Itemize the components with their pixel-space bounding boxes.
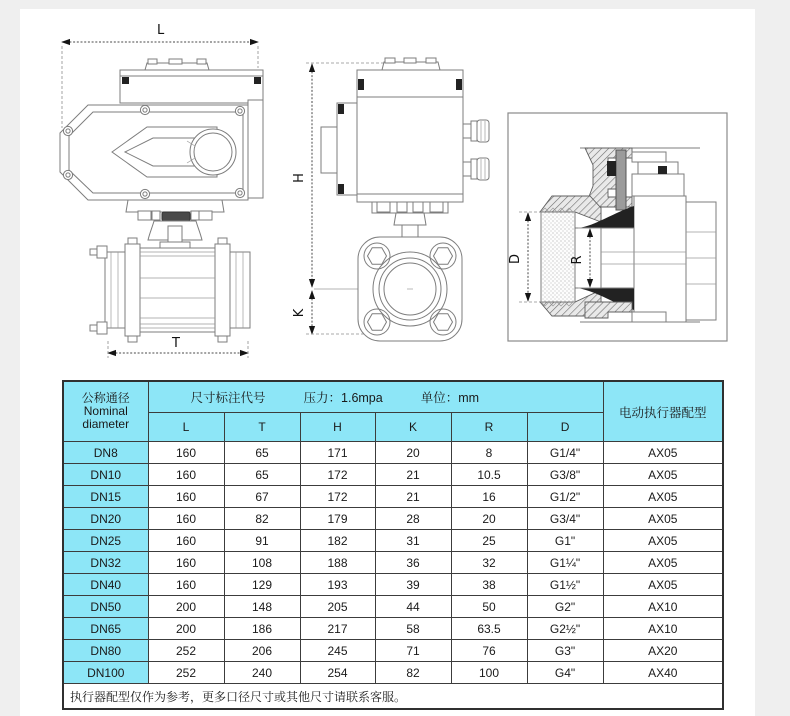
cell-L: 200 <box>148 618 224 640</box>
dim-label-L: L <box>157 23 165 38</box>
cell-T: 91 <box>224 530 300 552</box>
cell-T: 186 <box>224 618 300 640</box>
table-row <box>63 662 723 684</box>
cell-D: G1½" <box>527 574 603 596</box>
cell-actuator: AX20 <box>603 640 723 662</box>
cell-dn: DN40 <box>63 574 148 596</box>
cell-dn: DN10 <box>63 464 148 486</box>
cell-dn: DN20 <box>63 508 148 530</box>
dim-code-label: 尺寸标注代号 <box>190 391 266 405</box>
cell-R: 100 <box>451 662 527 684</box>
side-view-drawing <box>292 58 489 341</box>
table-row <box>63 574 723 596</box>
cell-H: 254 <box>300 662 375 684</box>
header-nominal-en1: Nominal <box>83 404 128 418</box>
cell-D: G4" <box>527 662 603 684</box>
cell-D: G3" <box>527 640 603 662</box>
front-view-drawing <box>60 23 263 358</box>
cell-K: 71 <box>375 640 451 662</box>
cell-L: 160 <box>148 442 224 464</box>
table-row <box>63 596 723 618</box>
cable-gland-icon <box>463 120 489 142</box>
cell-R: 20 <box>451 508 527 530</box>
header-col-L: L <box>148 413 224 442</box>
cable-gland-icon <box>463 158 489 180</box>
cell-R: 16 <box>451 486 527 508</box>
cell-L: 252 <box>148 640 224 662</box>
cell-D: G2½" <box>527 618 603 640</box>
table-body <box>63 442 723 684</box>
cell-T: 65 <box>224 464 300 486</box>
cell-L: 160 <box>148 552 224 574</box>
cell-dn: DN32 <box>63 552 148 574</box>
cell-actuator: AX05 <box>603 574 723 596</box>
cell-H: 172 <box>300 486 375 508</box>
cell-L: 252 <box>148 662 224 684</box>
table-row <box>63 508 723 530</box>
cell-H: 245 <box>300 640 375 662</box>
table-row <box>63 464 723 486</box>
cell-dn: DN50 <box>63 596 148 618</box>
cell-D: G1¼" <box>527 552 603 574</box>
unit-label: 单位：mm <box>420 391 480 405</box>
cell-actuator: AX05 <box>603 530 723 552</box>
cell-D: G1" <box>527 530 603 552</box>
cell-K: 31 <box>375 530 451 552</box>
cell-H: 179 <box>300 508 375 530</box>
cell-T: 67 <box>224 486 300 508</box>
cell-K: 39 <box>375 574 451 596</box>
cell-K: 44 <box>375 596 451 618</box>
cell-D: G3/4" <box>527 508 603 530</box>
cell-T: 108 <box>224 552 300 574</box>
header-nominal-diameter <box>63 381 148 442</box>
table-row <box>63 442 723 464</box>
cell-K: 36 <box>375 552 451 574</box>
cell-T: 240 <box>224 662 300 684</box>
cell-T: 129 <box>224 574 300 596</box>
cell-dn: DN100 <box>63 662 148 684</box>
cell-dn: DN25 <box>63 530 148 552</box>
cell-actuator: AX40 <box>603 662 723 684</box>
cell-L: 160 <box>148 486 224 508</box>
cell-actuator: AX10 <box>603 618 723 640</box>
cell-K: 28 <box>375 508 451 530</box>
cell-R: 32 <box>451 552 527 574</box>
cell-L: 200 <box>148 596 224 618</box>
cell-R: 63.5 <box>451 618 527 640</box>
cell-T: 148 <box>224 596 300 618</box>
cell-T: 206 <box>224 640 300 662</box>
cell-H: 217 <box>300 618 375 640</box>
cell-T: 82 <box>224 508 300 530</box>
cell-H: 205 <box>300 596 375 618</box>
cell-dn: DN80 <box>63 640 148 662</box>
cell-R: 50 <box>451 596 527 618</box>
cell-H: 171 <box>300 442 375 464</box>
cell-D: G2" <box>527 596 603 618</box>
footer-note: 执行器配型仅作为参考，更多口径尺寸或其他尺寸请联系客服。 <box>63 684 723 710</box>
table-row <box>63 618 723 640</box>
cell-H: 193 <box>300 574 375 596</box>
table-row <box>63 486 723 508</box>
header-col-T: T <box>224 413 300 442</box>
cell-T: 65 <box>224 442 300 464</box>
cell-R: 25 <box>451 530 527 552</box>
table-row <box>63 552 723 574</box>
cell-K: 20 <box>375 442 451 464</box>
cell-R: 8 <box>451 442 527 464</box>
cell-D: G1/2" <box>527 486 603 508</box>
dim-label-D: D <box>508 253 523 265</box>
cell-H: 172 <box>300 464 375 486</box>
pressure-label: 压力：1.6mpa <box>303 391 383 405</box>
cell-R: 10.5 <box>451 464 527 486</box>
cell-H: 182 <box>300 530 375 552</box>
dim-label-K: K <box>292 308 307 318</box>
cell-L: 160 <box>148 574 224 596</box>
cell-dn: DN15 <box>63 486 148 508</box>
header-dim-code <box>148 381 603 413</box>
cell-actuator: AX05 <box>603 464 723 486</box>
header-col-R: R <box>451 413 527 442</box>
header-col-D: D <box>527 413 603 442</box>
cell-actuator: AX05 <box>603 442 723 464</box>
section-view-drawing <box>508 113 727 341</box>
cell-L: 160 <box>148 530 224 552</box>
dim-label-T: T <box>172 336 180 351</box>
cell-actuator: AX05 <box>603 508 723 530</box>
cell-K: 82 <box>375 662 451 684</box>
header-col-H: H <box>300 413 375 442</box>
cell-D: G1/4" <box>527 442 603 464</box>
cell-L: 160 <box>148 508 224 530</box>
dimension-spec-table <box>62 380 724 710</box>
header-nominal-en2: diameter <box>82 417 130 431</box>
cell-K: 58 <box>375 618 451 640</box>
cell-dn: DN8 <box>63 442 148 464</box>
table-row <box>63 640 723 662</box>
header-col-K: K <box>375 413 451 442</box>
cell-actuator: AX10 <box>603 596 723 618</box>
table-row <box>63 530 723 552</box>
dim-label-H: H <box>292 173 307 183</box>
cell-K: 21 <box>375 486 451 508</box>
header-nominal-zh: 公称通径 <box>81 391 130 405</box>
cell-L: 160 <box>148 464 224 486</box>
cell-R: 38 <box>451 574 527 596</box>
dim-label-R: R <box>570 255 585 265</box>
cell-D: G3/8" <box>527 464 603 486</box>
cell-actuator: AX05 <box>603 486 723 508</box>
cell-H: 188 <box>300 552 375 574</box>
header-actuator-type: 电动执行器配型 <box>603 381 723 442</box>
cell-R: 76 <box>451 640 527 662</box>
cell-dn: DN65 <box>63 618 148 640</box>
cell-K: 21 <box>375 464 451 486</box>
cell-actuator: AX05 <box>603 552 723 574</box>
